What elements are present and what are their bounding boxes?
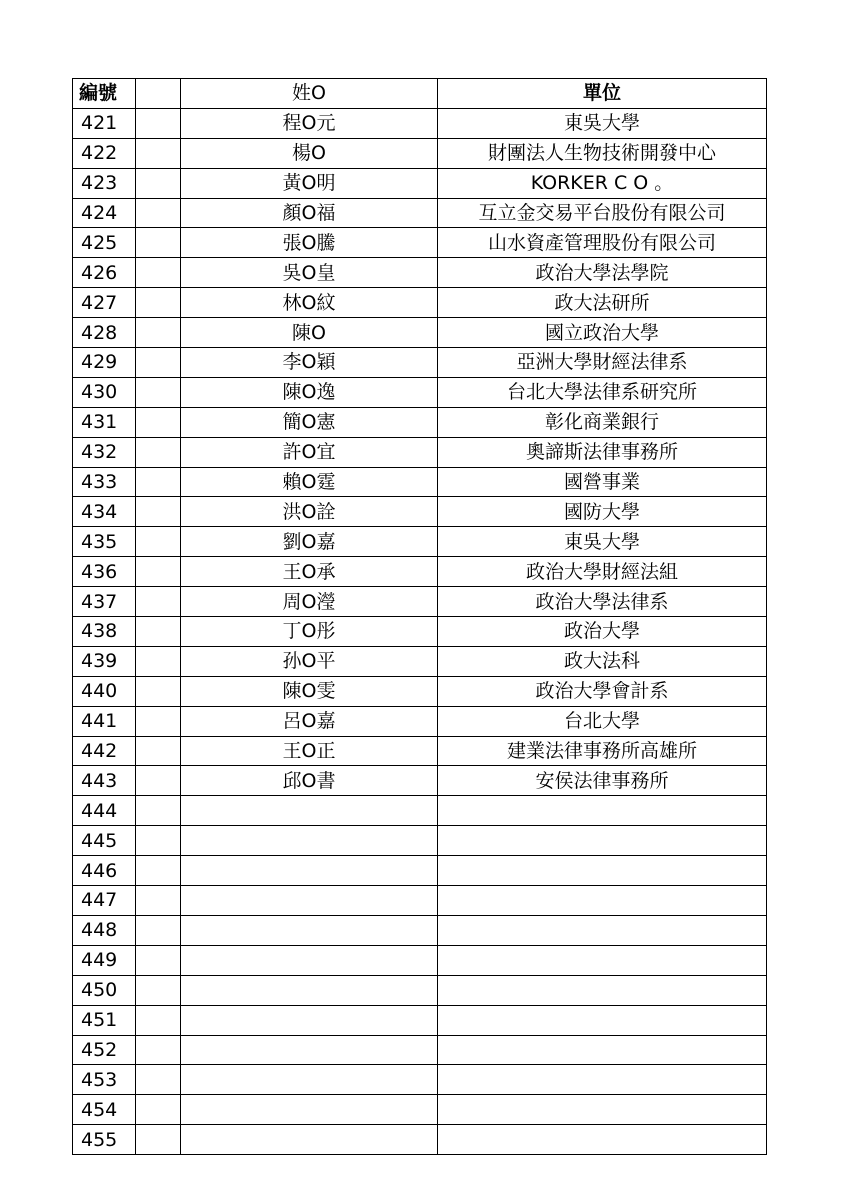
table-row bbox=[73, 527, 767, 557]
row-unit bbox=[438, 1125, 767, 1155]
table-row bbox=[73, 168, 767, 198]
row-blank bbox=[136, 886, 181, 916]
row-blank bbox=[136, 945, 181, 975]
row-number: 430 bbox=[73, 377, 136, 407]
row-blank bbox=[136, 348, 181, 378]
row-number: 447 bbox=[73, 886, 136, 916]
table-row bbox=[73, 348, 767, 378]
table-row bbox=[73, 826, 767, 856]
row-number: 453 bbox=[73, 1065, 136, 1095]
row-unit: 奧諦斯法律事務所 bbox=[438, 437, 767, 467]
table-row bbox=[73, 766, 767, 796]
row-number: 452 bbox=[73, 1035, 136, 1065]
row-blank bbox=[136, 467, 181, 497]
row-name bbox=[181, 975, 438, 1005]
row-name: 洪O詮 bbox=[181, 497, 438, 527]
row-unit bbox=[438, 945, 767, 975]
table-row bbox=[73, 676, 767, 706]
row-blank bbox=[136, 138, 181, 168]
row-unit bbox=[438, 796, 767, 826]
row-name: 孙O平 bbox=[181, 646, 438, 676]
header-blank bbox=[136, 79, 181, 109]
row-unit: 政治大學財經法組 bbox=[438, 557, 767, 587]
table-row bbox=[73, 228, 767, 258]
row-number: 422 bbox=[73, 138, 136, 168]
row-unit: 政治大學法律系 bbox=[438, 587, 767, 617]
table-row bbox=[73, 886, 767, 916]
row-name: 李O穎 bbox=[181, 348, 438, 378]
row-number: 421 bbox=[73, 108, 136, 138]
row-name: 賴O霆 bbox=[181, 467, 438, 497]
row-name: 林O紋 bbox=[181, 288, 438, 318]
row-number: 424 bbox=[73, 198, 136, 228]
row-number: 444 bbox=[73, 796, 136, 826]
table-row bbox=[73, 915, 767, 945]
row-number: 446 bbox=[73, 856, 136, 886]
table-row bbox=[73, 497, 767, 527]
table-row bbox=[73, 258, 767, 288]
row-blank bbox=[136, 617, 181, 647]
header-number: 編號 bbox=[73, 79, 136, 109]
row-name bbox=[181, 1035, 438, 1065]
row-blank bbox=[136, 497, 181, 527]
table-row bbox=[73, 318, 767, 348]
row-unit: KORKER C O 。 bbox=[438, 168, 767, 198]
row-unit bbox=[438, 1005, 767, 1035]
row-name: 邱O書 bbox=[181, 766, 438, 796]
row-unit: 彰化商業銀行 bbox=[438, 407, 767, 437]
row-number: 437 bbox=[73, 587, 136, 617]
row-number: 434 bbox=[73, 497, 136, 527]
row-name: 顏O福 bbox=[181, 198, 438, 228]
row-name: 劉O嘉 bbox=[181, 527, 438, 557]
row-name: 陳O雯 bbox=[181, 676, 438, 706]
table-row bbox=[73, 557, 767, 587]
row-blank bbox=[136, 288, 181, 318]
row-number: 428 bbox=[73, 318, 136, 348]
row-blank bbox=[136, 706, 181, 736]
row-name bbox=[181, 1125, 438, 1155]
row-blank bbox=[136, 796, 181, 826]
row-unit: 東吳大學 bbox=[438, 527, 767, 557]
row-number: 435 bbox=[73, 527, 136, 557]
row-number: 451 bbox=[73, 1005, 136, 1035]
row-name: 王O承 bbox=[181, 557, 438, 587]
row-number: 427 bbox=[73, 288, 136, 318]
row-unit: 國立政治大學 bbox=[438, 318, 767, 348]
row-unit: 政大法研所 bbox=[438, 288, 767, 318]
roster-body bbox=[73, 108, 767, 1154]
table-row bbox=[73, 736, 767, 766]
row-unit: 亞洲大學財經法律系 bbox=[438, 348, 767, 378]
row-blank bbox=[136, 587, 181, 617]
table-row bbox=[73, 377, 767, 407]
row-blank bbox=[136, 258, 181, 288]
row-unit bbox=[438, 915, 767, 945]
row-number: 443 bbox=[73, 766, 136, 796]
row-unit: 政治大學會計系 bbox=[438, 676, 767, 706]
row-number: 431 bbox=[73, 407, 136, 437]
table-row bbox=[73, 1065, 767, 1095]
row-number: 441 bbox=[73, 706, 136, 736]
row-name: 程O元 bbox=[181, 108, 438, 138]
row-blank bbox=[136, 557, 181, 587]
row-name bbox=[181, 796, 438, 826]
row-blank bbox=[136, 915, 181, 945]
row-unit: 安侯法律事務所 bbox=[438, 766, 767, 796]
row-unit bbox=[438, 886, 767, 916]
row-number: 450 bbox=[73, 975, 136, 1005]
row-unit: 政治大學 bbox=[438, 617, 767, 647]
row-number: 449 bbox=[73, 945, 136, 975]
row-number: 429 bbox=[73, 348, 136, 378]
row-unit bbox=[438, 826, 767, 856]
row-name: 丁O彤 bbox=[181, 617, 438, 647]
row-unit bbox=[438, 1035, 767, 1065]
row-blank bbox=[136, 1035, 181, 1065]
row-name bbox=[181, 915, 438, 945]
row-unit bbox=[438, 975, 767, 1005]
table-row bbox=[73, 945, 767, 975]
row-name: 呂O嘉 bbox=[181, 706, 438, 736]
row-unit: 互立金交易平台股份有限公司 bbox=[438, 198, 767, 228]
table-row bbox=[73, 587, 767, 617]
row-name: 周O瀅 bbox=[181, 587, 438, 617]
row-name: 張O騰 bbox=[181, 228, 438, 258]
row-unit: 財團法人生物技術開發中心 bbox=[438, 138, 767, 168]
table-row bbox=[73, 706, 767, 736]
table-row bbox=[73, 1035, 767, 1065]
table-row bbox=[73, 856, 767, 886]
row-blank bbox=[136, 437, 181, 467]
row-blank bbox=[136, 108, 181, 138]
roster-table bbox=[72, 78, 767, 1155]
row-unit: 國營事業 bbox=[438, 467, 767, 497]
row-blank bbox=[136, 676, 181, 706]
row-blank bbox=[136, 856, 181, 886]
row-unit: 山水資產管理股份有限公司 bbox=[438, 228, 767, 258]
row-number: 425 bbox=[73, 228, 136, 258]
row-blank bbox=[136, 407, 181, 437]
table-row bbox=[73, 198, 767, 228]
row-number: 445 bbox=[73, 826, 136, 856]
row-name: 簡O憲 bbox=[181, 407, 438, 437]
row-number: 433 bbox=[73, 467, 136, 497]
row-blank bbox=[136, 1065, 181, 1095]
row-name: 黃O明 bbox=[181, 168, 438, 198]
row-blank bbox=[136, 646, 181, 676]
table-row bbox=[73, 796, 767, 826]
header-row bbox=[73, 79, 767, 109]
row-blank bbox=[136, 377, 181, 407]
row-blank bbox=[136, 198, 181, 228]
table-row bbox=[73, 407, 767, 437]
row-unit: 台北大學 bbox=[438, 706, 767, 736]
row-name bbox=[181, 886, 438, 916]
row-unit bbox=[438, 1095, 767, 1125]
row-name bbox=[181, 1005, 438, 1035]
row-number: 454 bbox=[73, 1095, 136, 1125]
row-unit: 東吳大學 bbox=[438, 108, 767, 138]
table-row bbox=[73, 1125, 767, 1155]
row-unit bbox=[438, 1065, 767, 1095]
row-name: 王O正 bbox=[181, 736, 438, 766]
row-name bbox=[181, 856, 438, 886]
row-unit: 台北大學法律系研究所 bbox=[438, 377, 767, 407]
row-name: 許O宜 bbox=[181, 437, 438, 467]
table-row bbox=[73, 437, 767, 467]
row-unit: 政大法科 bbox=[438, 646, 767, 676]
row-number: 432 bbox=[73, 437, 136, 467]
row-name bbox=[181, 1065, 438, 1095]
row-blank bbox=[136, 318, 181, 348]
row-blank bbox=[136, 1095, 181, 1125]
header-unit: 單位 bbox=[438, 79, 767, 109]
table-row bbox=[73, 138, 767, 168]
row-number: 448 bbox=[73, 915, 136, 945]
row-number: 455 bbox=[73, 1125, 136, 1155]
header-name: 姓O bbox=[181, 79, 438, 109]
row-blank bbox=[136, 1125, 181, 1155]
row-unit: 政治大學法學院 bbox=[438, 258, 767, 288]
row-blank bbox=[136, 826, 181, 856]
row-name: 陳O逸 bbox=[181, 377, 438, 407]
row-blank bbox=[136, 168, 181, 198]
table-row bbox=[73, 1005, 767, 1035]
row-name: 陳O bbox=[181, 318, 438, 348]
row-name: 楊O bbox=[181, 138, 438, 168]
row-blank bbox=[136, 228, 181, 258]
table-row bbox=[73, 288, 767, 318]
table-row bbox=[73, 1095, 767, 1125]
row-name bbox=[181, 945, 438, 975]
row-number: 436 bbox=[73, 557, 136, 587]
row-number: 438 bbox=[73, 617, 136, 647]
row-blank bbox=[136, 1005, 181, 1035]
row-unit: 國防大學 bbox=[438, 497, 767, 527]
row-name: 吳O皇 bbox=[181, 258, 438, 288]
row-blank bbox=[136, 975, 181, 1005]
row-blank bbox=[136, 527, 181, 557]
table-row bbox=[73, 467, 767, 497]
row-number: 442 bbox=[73, 736, 136, 766]
row-name bbox=[181, 826, 438, 856]
table-row bbox=[73, 108, 767, 138]
table-row bbox=[73, 975, 767, 1005]
row-number: 440 bbox=[73, 676, 136, 706]
row-number: 423 bbox=[73, 168, 136, 198]
row-blank bbox=[136, 736, 181, 766]
row-number: 439 bbox=[73, 646, 136, 676]
row-name bbox=[181, 1095, 438, 1125]
table-row bbox=[73, 646, 767, 676]
table-row bbox=[73, 617, 767, 647]
row-blank bbox=[136, 766, 181, 796]
row-number: 426 bbox=[73, 258, 136, 288]
row-unit bbox=[438, 856, 767, 886]
row-unit: 建業法律事務所高雄所 bbox=[438, 736, 767, 766]
